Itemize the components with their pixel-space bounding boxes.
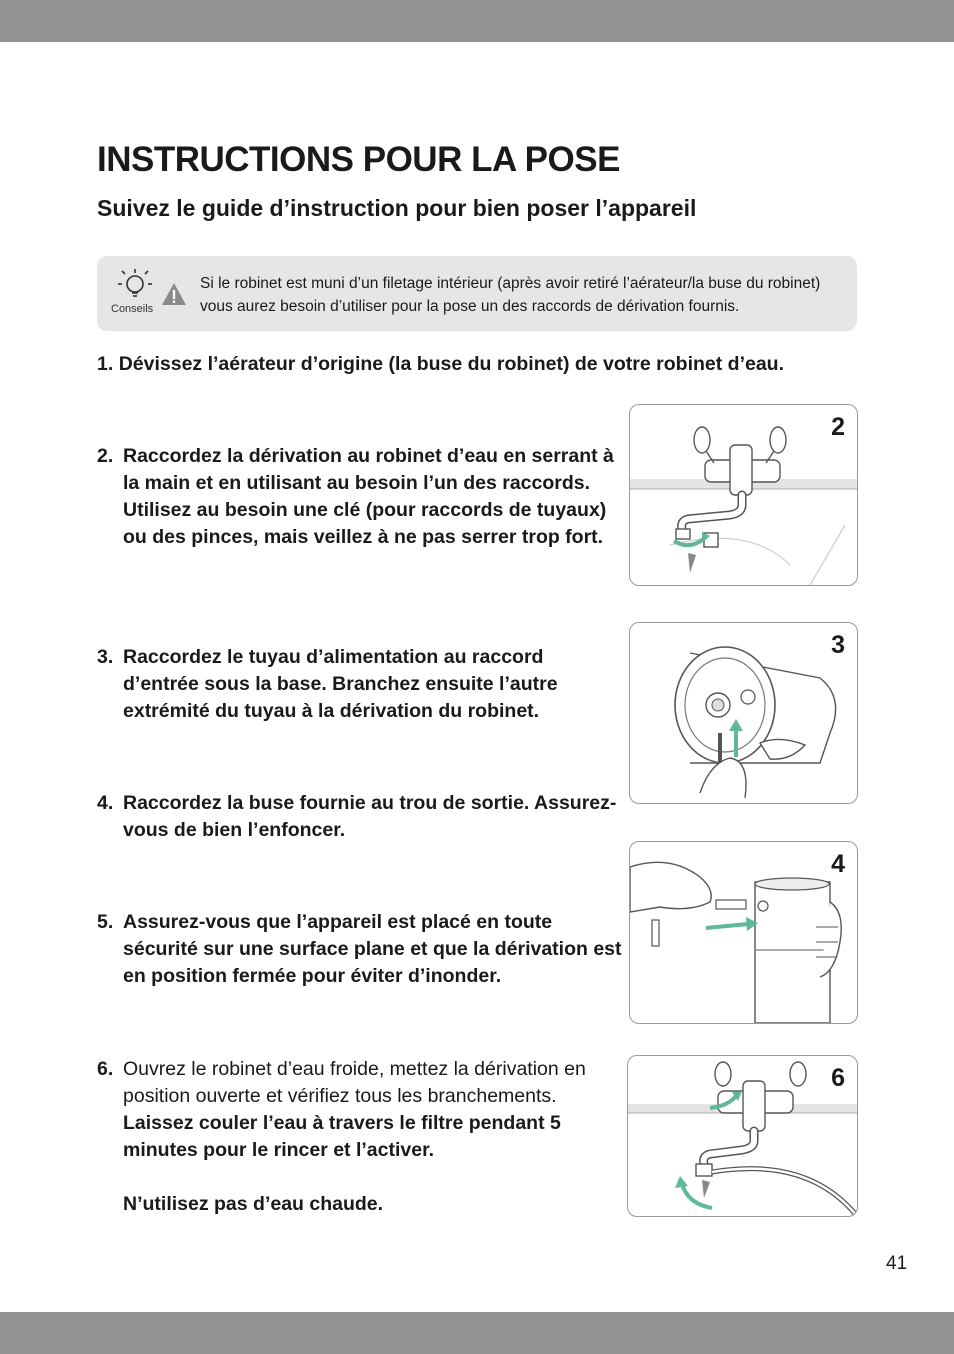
- figure-2-illustration: [630, 405, 857, 585]
- page-number: 41: [886, 1253, 908, 1274]
- bottom-band: [0, 1312, 954, 1354]
- top-band: [0, 0, 954, 42]
- figure-6: [627, 1055, 858, 1217]
- figure-2: [629, 404, 858, 586]
- step-2-text: Raccordez la dérivation au robinet d’eau en serrant à la main et en utilisant au besoin l’un des raccords. Utilisez au besoin une clé (pour raccords de tuyaux) ou des pinces, mais veillez à ne pas serrer trop fort.: [123, 445, 614, 548]
- step-4-number: 4.: [97, 792, 114, 814]
- figure-4-illustration: [630, 842, 857, 1023]
- tip-label: Conseils: [111, 303, 154, 315]
- figure-6-number: 6: [831, 1064, 845, 1092]
- step-4: [97, 790, 622, 844]
- step-5: [97, 909, 622, 990]
- lightbulb-icon: [113, 266, 157, 306]
- step-5-number: 5.: [97, 911, 114, 933]
- step-2: [97, 443, 622, 551]
- figure-6-illustration: [628, 1056, 857, 1216]
- step-3-text: Raccordez le tuyau d’alimentation au raccord d’entrée sous la base. Branchez ensuite l’autre extrémité du tuyau à la dérivation du robinet.: [123, 646, 558, 722]
- step-4-text: Raccordez la buse fournie au trou de sortie. Assurez-vous de bien l’enfoncer.: [123, 792, 617, 841]
- step-1: [97, 351, 857, 378]
- warning-icon: [161, 282, 187, 306]
- figure-3: [629, 622, 858, 804]
- step-1-number: 1.: [97, 353, 114, 375]
- figure-4: [629, 841, 858, 1024]
- step-1-text: Dévissez l’aérateur d’origine (la buse du robinet) de votre robinet d’eau.: [118, 353, 785, 375]
- step-5-text: Assurez-vous que l’appareil est placé en toute sécurité sur une surface plane et que la dérivation est en position fermée pour éviter d’inonder.: [123, 911, 622, 987]
- step-3-number: 3.: [97, 646, 114, 668]
- figure-3-number: 3: [831, 631, 845, 659]
- step-6-text-bold: Laissez couler l’eau à travers le filtre pendant 5 minutes pour le rincer et l’activer.: [123, 1112, 561, 1161]
- step-6-text: Ouvrez le robinet d’eau froide, mettez la dérivation en position ouverte et vérifiez tous les branchements.: [123, 1058, 586, 1107]
- figure-3-illustration: [630, 623, 857, 803]
- step-6: [97, 1056, 622, 1218]
- page-title: INSTRUCTIONS POUR LA POSE: [97, 140, 620, 179]
- figure-2-number: 2: [831, 413, 845, 441]
- step-3: [97, 644, 622, 725]
- page-subtitle: Suivez le guide d’instruction pour bien poser l’appareil: [97, 195, 697, 221]
- step-2-number: 2.: [97, 445, 114, 467]
- tip-box: [97, 256, 857, 331]
- tip-text: Si le robinet est muni d’un filetage intérieur (après avoir retiré l’aérateur/la buse du robinet) vous aurez besoin d’utiliser pour la pose un des raccords de dérivation fournis.: [200, 275, 821, 315]
- figure-4-number: 4: [831, 850, 845, 878]
- step-6-note: N’utilisez pas d’eau chaude.: [123, 1193, 384, 1215]
- step-6-number: 6.: [97, 1058, 114, 1080]
